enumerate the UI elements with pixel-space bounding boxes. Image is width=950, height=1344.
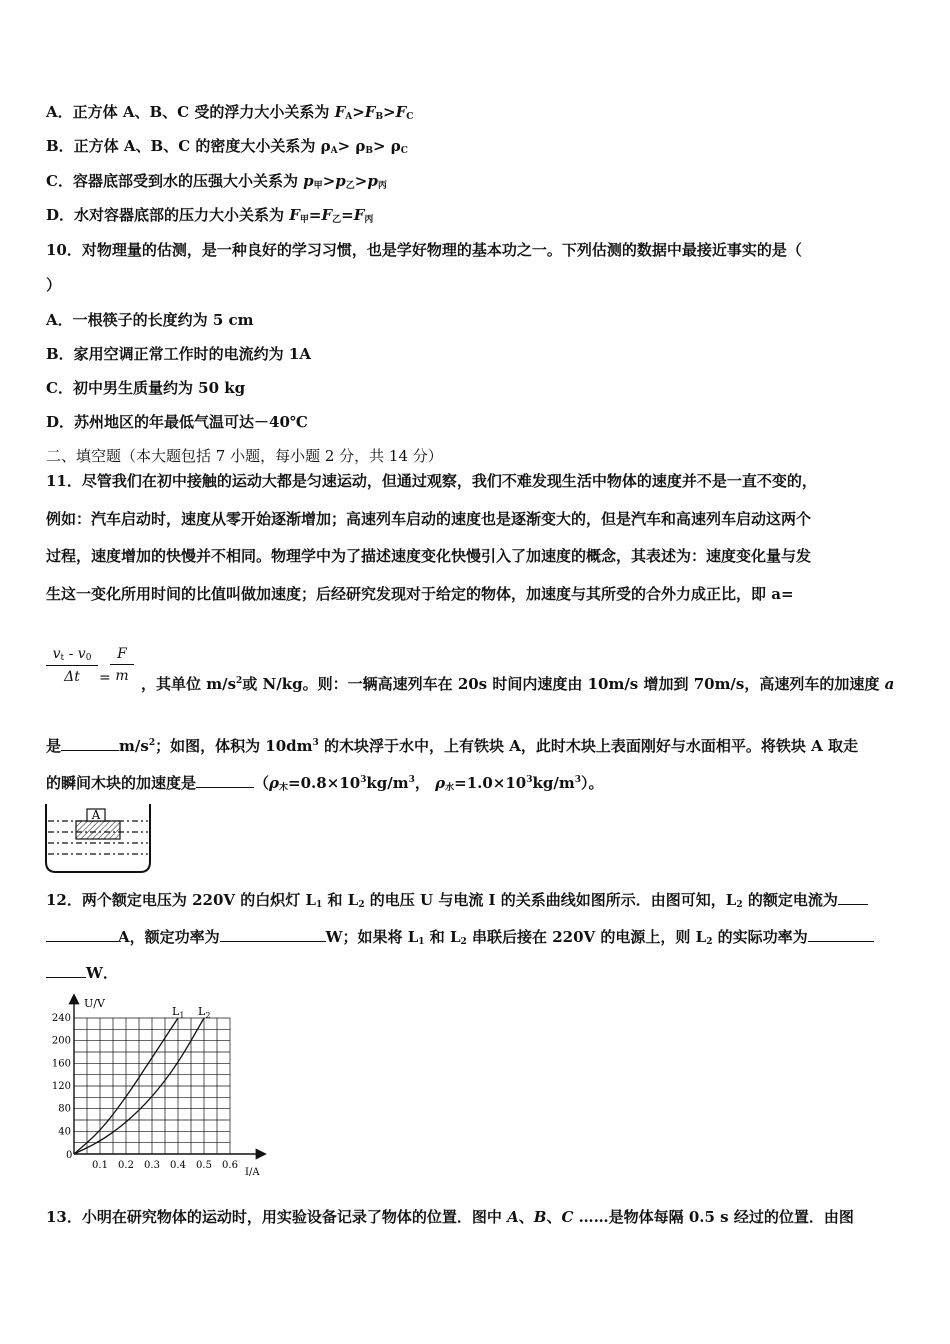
q10-stem: 10．对物理量的估测，是一种良好的学习习惯，也是学好物理的基本功之一。下列估测的数据中最接近事实的是（ (46, 241, 802, 259)
q11-line-7: 的瞬间木块的加速度是 （$\rho_木=0.8\times 10^3kg/m^3$， $\rho_水=1.0\times 10^3kg/m^3$）。 (46, 774, 604, 793)
answer-blank-wood-acceleration[interactable] (196, 773, 254, 788)
q12-line-2: A，额定功率为 W；如果将 $L_1$ 和 $L_2$ 串联后接在 220V 的电源上，则 $L_2$ 的实际功率为 (46, 927, 874, 952)
fraction-denominator: m (115, 668, 129, 684)
x-tick-label: 0.4 (170, 1160, 186, 1171)
y-tick-label: 120 (51, 1081, 71, 1092)
y-tick-label: 40 (58, 1126, 71, 1138)
q9-option-a: A．正方体 A、B、C 受的浮力大小关系为 $F_A>F_B>F_C$ (46, 103, 414, 122)
x-tick-label: 0.1 (92, 1160, 108, 1171)
q9-option-b: B．正方体 A、B、C 的密度大小关系为 $\rho_A> \rho_B> \rho_C$ (46, 137, 408, 156)
answer-blank-rated-current[interactable] (46, 927, 118, 942)
answer-blank-rated-current-start[interactable] (838, 890, 868, 905)
q11-line-1: 11．尽管我们在初中接触的运动大都是匀速运动，但通过观察，我们不难发现生活中物体的速度并不是一直不变的， (46, 472, 817, 490)
q9-option-d: D．水对容器底部的压力大小关系为 $F_甲=F_乙=F_丙$ (46, 206, 374, 225)
q12-line-3: W． (46, 963, 118, 983)
wood-block (76, 821, 120, 839)
y-tick-label: 240 (51, 1013, 71, 1024)
x-tick-label: 0.5 (196, 1160, 212, 1171)
container-figure (44, 802, 152, 874)
q10-stem-close: ） (46, 276, 62, 294)
y-tick-label: 200 (51, 1035, 71, 1047)
q9-option-c: C．容器底部受到水的压强大小关系为 $p_甲>p_乙>p_丙$ (46, 172, 387, 191)
q10-option-d: D．苏州地区的年最低气温可达－40℃ (46, 413, 308, 431)
series-label-1: $L_1$ (172, 1005, 185, 1020)
q11-line-5: ，其单位 $m/s^2$或 N/kg。则：一辆高速列车在 20s 时间内速度由 10m/s 增加到 70m/s，高速列车的加速度 a (141, 675, 895, 693)
formula-equals: = (99, 670, 111, 686)
ui-chart (46, 992, 276, 1182)
x-axis-label: I/A (245, 1167, 260, 1178)
y-tick-label: 160 (51, 1058, 71, 1070)
q11-line-2: 例如：汽车启动时，速度从零开始逐渐增加；高速列车启动的速度也是逐渐变大的，但是汽车和高速列车启动这两个 (46, 510, 812, 528)
series-label-subscript: 1 (179, 1011, 185, 1020)
x-tick-label: 0.3 (144, 1160, 160, 1171)
formula-fraction-force (110, 646, 134, 684)
fraction-denominator: Δt (64, 669, 80, 685)
series-label-subscript: 2 (205, 1011, 211, 1020)
x-tick-label: 0.6 (222, 1160, 238, 1171)
fraction-numerator: F (110, 646, 134, 665)
q12-line-1: 12．两个额定电压为 220V 的白炽灯 $L_1$ 和 $L_2$ 的电压 U 与电流 I 的关系曲线如图所示．由图可知，$L_2$ 的额定电流为 (46, 890, 868, 915)
q10-option-a: A．一根筷子的长度约为 5 cm (46, 311, 254, 329)
q13-line-1: 13．小明在研究物体的运动时，用实验设备记录了物体的位置．图中 A、B、C ……是物体每隔 0.5 s 经过的位置．由图 (46, 1208, 854, 1226)
formula-fraction-velocity (46, 646, 98, 685)
q10-option-b: B．家用空调正常工作时的电流约为 1A (46, 345, 311, 363)
y-tick-label: 80 (58, 1103, 71, 1115)
x-tick-label: 0.2 (118, 1160, 134, 1171)
series-label-2: $L_2$ (198, 1005, 211, 1020)
q11-line-3: 过程，速度增加的快慢并不相同。物理学中为了描述速度变化快慢引入了加速度的概念，其表述为：速度变化量与发 (46, 547, 812, 565)
answer-blank-rated-power[interactable] (220, 927, 326, 942)
answer-blank-acceleration[interactable] (61, 736, 119, 751)
q10-option-c: C．初中男生质量约为 50 kg (46, 379, 246, 397)
answer-blank-actual-power[interactable] (808, 927, 874, 942)
q11-line-4: 生这一变化所用时间的比值叫做加速度；后经研究发现对于给定的物体，加速度与其所受的合外力成正比，即 a= (46, 585, 794, 603)
fraction-numerator: $v_t - v_0$ (46, 646, 98, 666)
q11-line-6: 是 $m/s^2$；如图，体积为 $10dm^3$ 的木块浮于水中，上有铁块 A，此时木块上表面刚好与水面相平。将铁块 A 取走 (46, 737, 858, 755)
section-heading: 二、填空题（本大题包括 7 小题，每小题 2 分，共 14 分） (46, 447, 443, 465)
iron-block-label: A (91, 808, 101, 822)
y-axis-label: U/V (84, 997, 105, 1010)
answer-blank-actual-power-end[interactable] (46, 963, 86, 978)
origin-label: 0 (66, 1150, 73, 1161)
